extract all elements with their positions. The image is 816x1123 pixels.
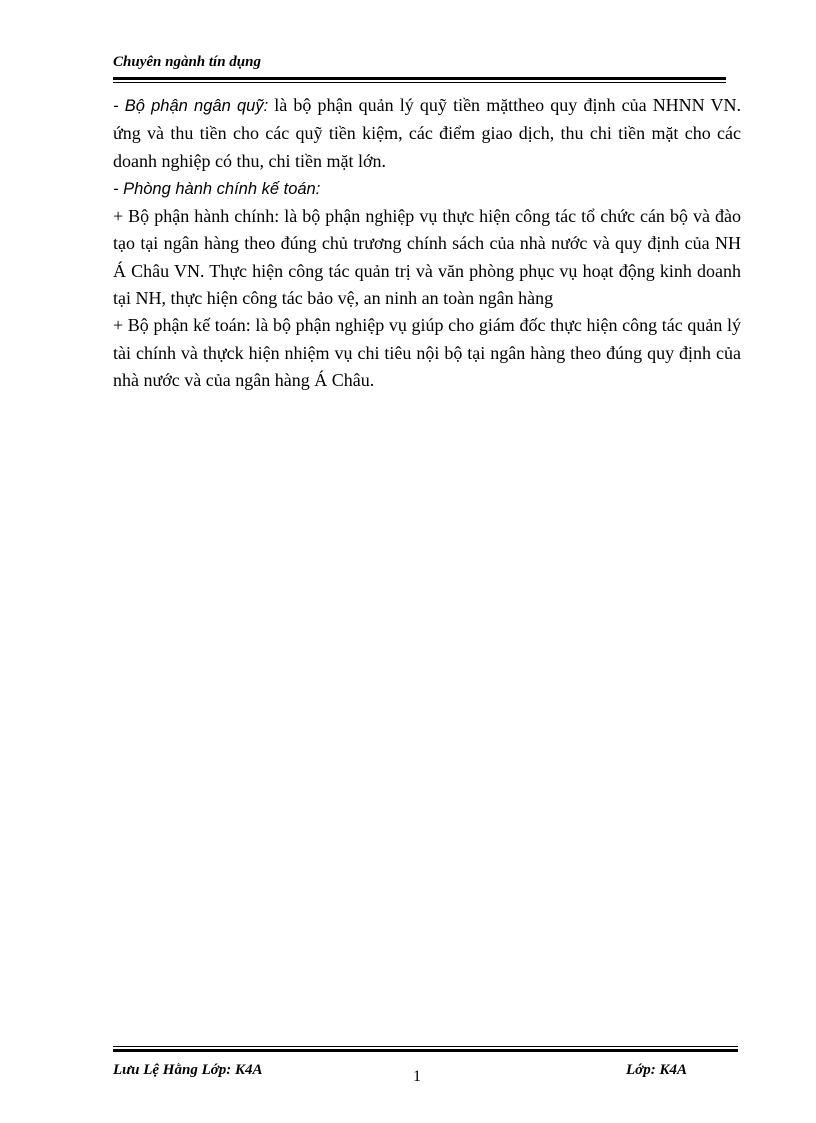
page-footer [113,1046,738,1086]
admin-accounting-heading: - Phòng hành chính kế toán: [113,179,321,198]
document-body [113,92,741,394]
page-number: 1 [413,1068,421,1085]
footer-author: Lưu Lệ Hằng Lớp: K4A [113,1062,263,1078]
paragraph-treasury-label: - Bộ phận ngân quỹ: [113,97,269,115]
paragraph-treasury-text: là bộ phận quản lý quỹ tiền mặttheo quy định của NHNN VN. ứng và thu tiền cho các quỹ tiền kiệm, các điểm giao dịch, thu chi tiền mặt cho các doanh nghiệp có thu, chi tiền mặt lớn. [113,95,741,171]
page-header [113,52,726,83]
header-divider [113,77,726,83]
footer-divider [113,1046,738,1052]
paragraph-administration: + Bộ phận hành chính: là bộ phận nghiệp vụ thực hiện công tác tổ chức cán bộ và đào tạo tại ngân hàng theo đúng chủ trương chính sách của nhà nước và quy định của NH Á Châu VN. Thực hiện công tác quản trị và văn phòng phục vụ hoạt động kinh doanh tại NH, thực hiện công tác bảo vệ, an ninh an toàn ngân hàng [113,206,741,309]
footer-row [113,1062,738,1086]
header-title: Chuyên ngành tín dụng [113,54,261,70]
footer-class: Lớp: K4A [626,1062,687,1078]
paragraph-accounting: + Bộ phận kế toán: là bộ phận nghiệp vụ giúp cho giám đốc thực hiện công tác quản lý tài chính và thựck hiện nhiệm vụ chi tiêu nội bộ tại ngân hàng theo đúng quy định của nhà nước và của ngân hàng Á Châu. [113,315,741,390]
paragraph-treasury [113,92,741,175]
paragraph-admin-accounting-heading [113,175,741,203]
